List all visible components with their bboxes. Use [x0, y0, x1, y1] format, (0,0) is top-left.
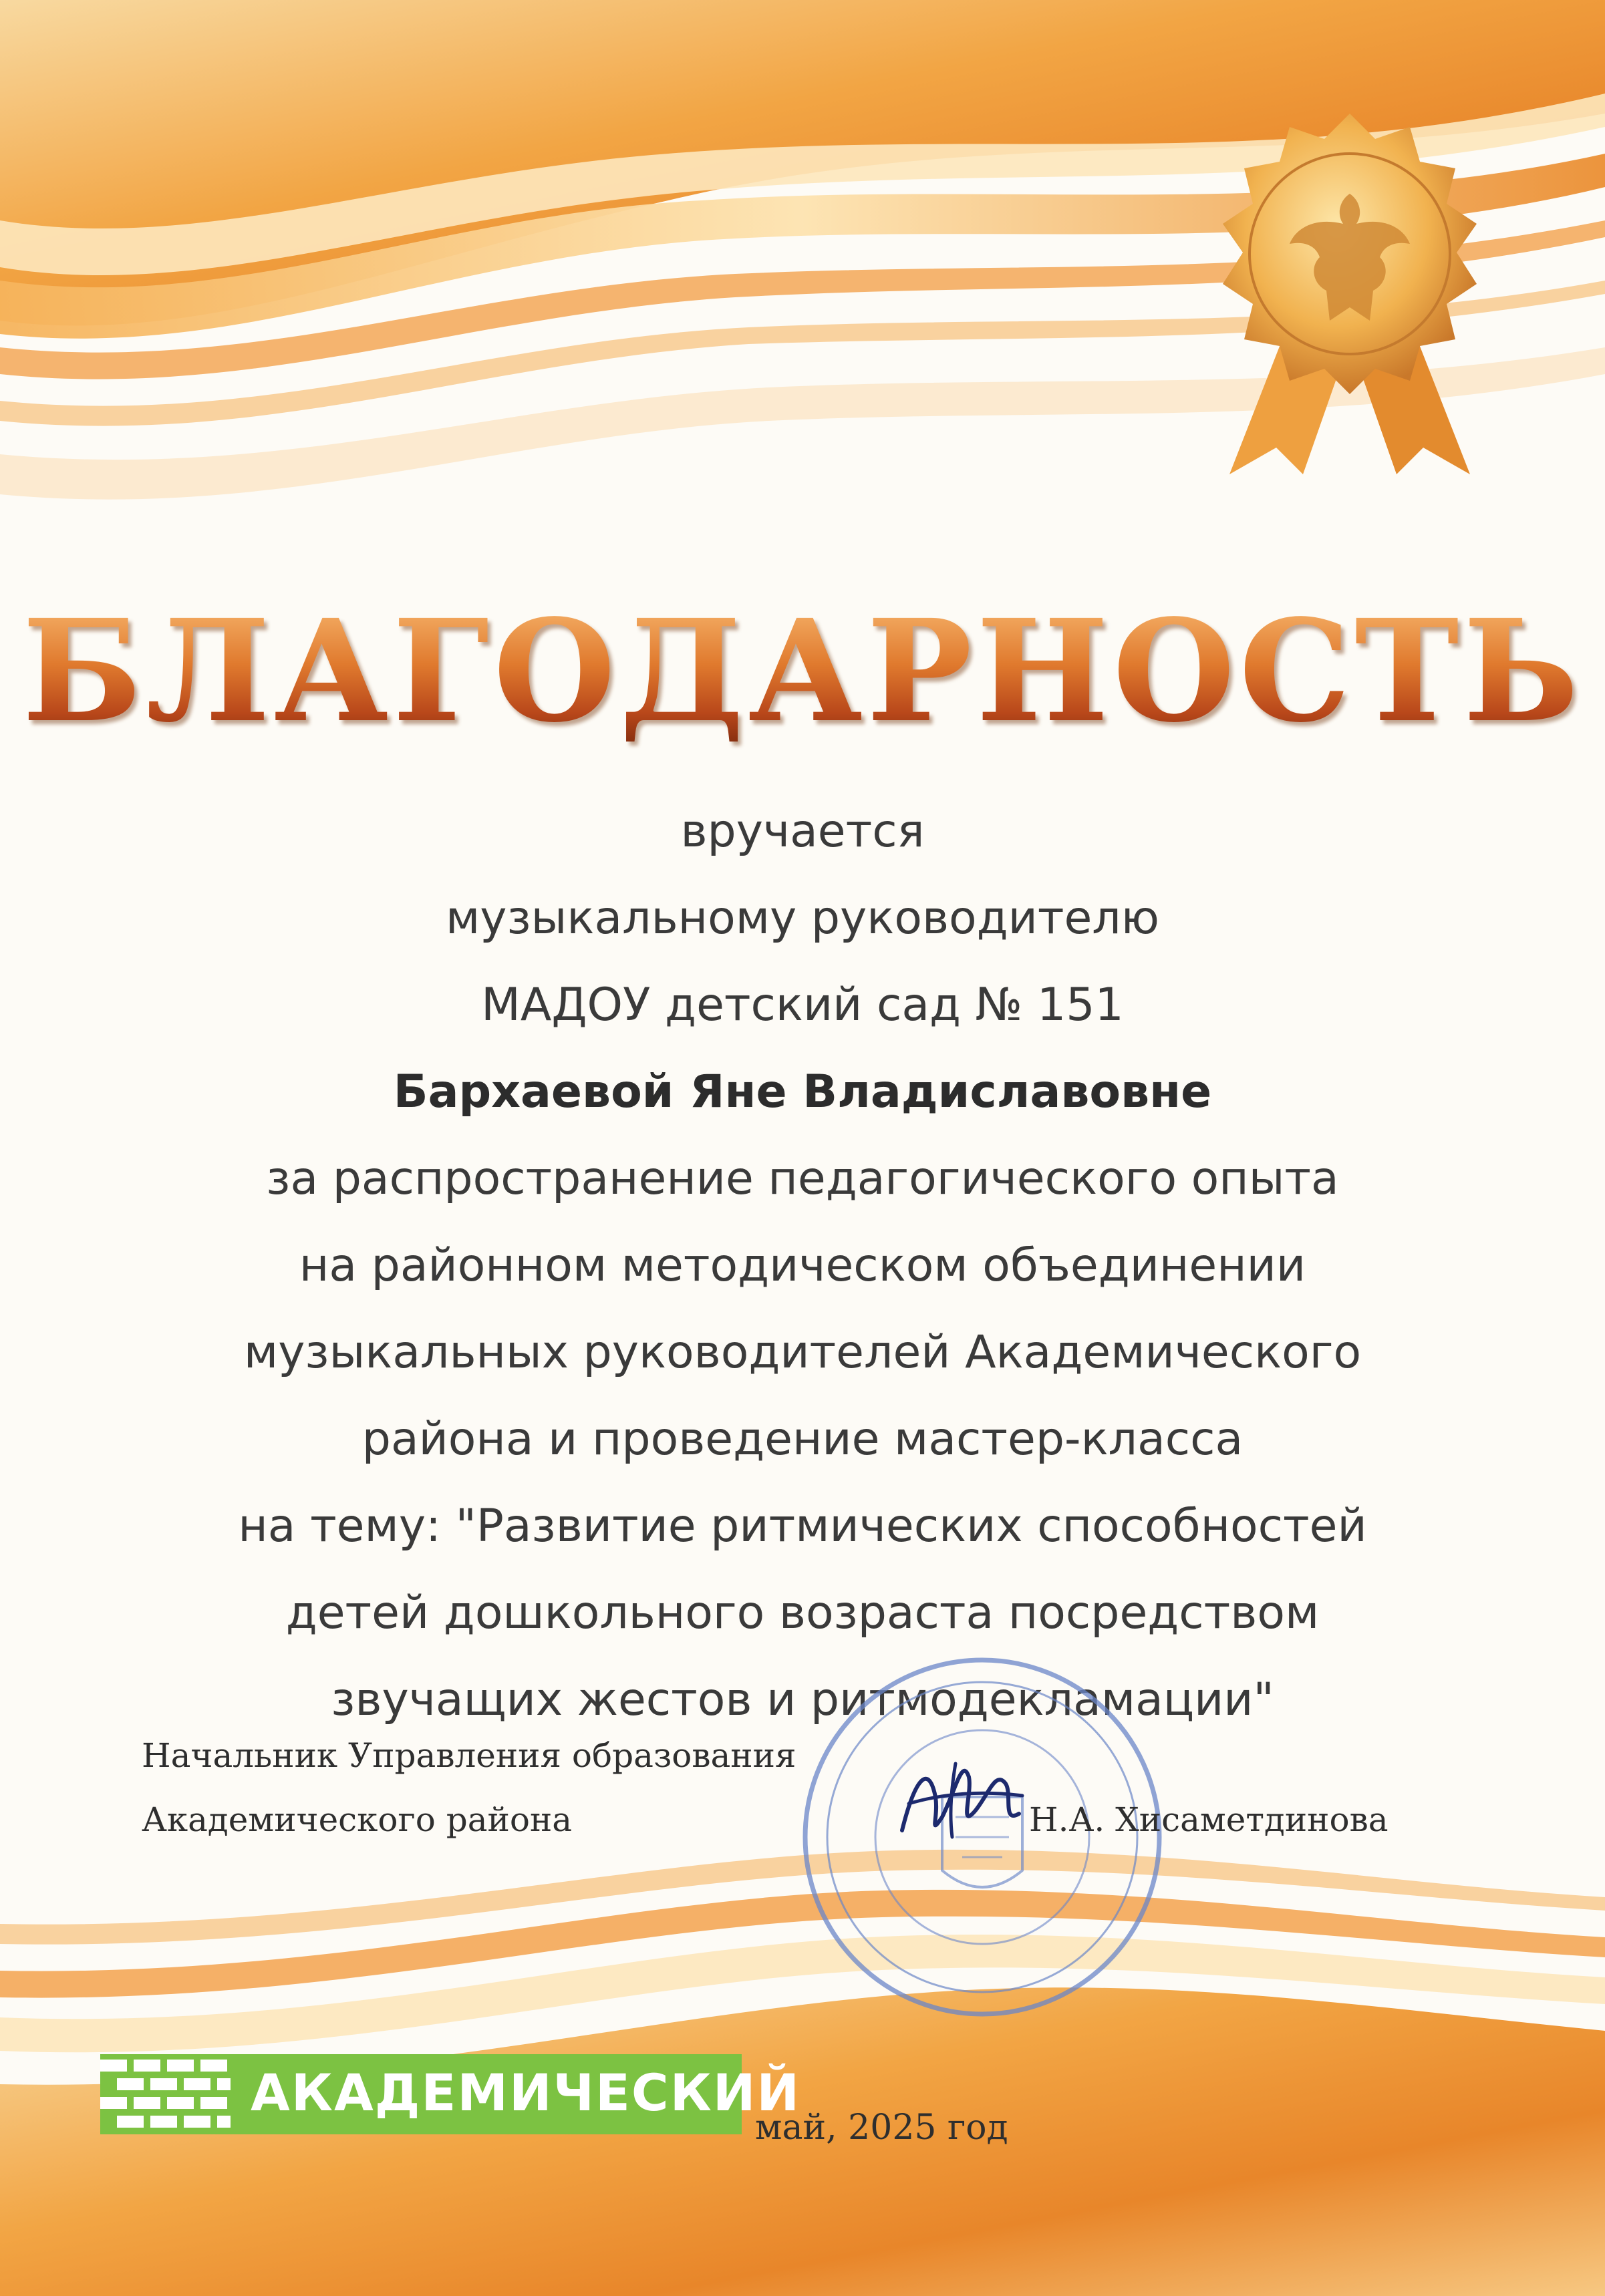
reason-line: на тему: "Развитие ритмических способностей: [238, 1500, 1367, 1552]
signatory-name: Н.А. Хисаметдинова: [1029, 1800, 1389, 1839]
signatory-title-line: Начальник Управления образования: [142, 1736, 796, 1775]
handwritten-signature: [889, 1737, 1036, 1857]
reason-line: за распространение педагогического опыта: [266, 1152, 1339, 1205]
certificate-title: БЛАГОДАРНОСТЬ: [0, 601, 1605, 742]
reason-line: музыкальных руководителей Академического: [243, 1326, 1362, 1379]
certificate-body: [0, 788, 1605, 1744]
reason-line: на районном методическом объединении: [299, 1239, 1306, 1292]
gold-seal-emblem: [1163, 100, 1537, 474]
body-line: МАДОУ детский сад № 151: [481, 979, 1124, 1031]
reason-line: района и проведение мастер-класса: [361, 1413, 1244, 1466]
recipient-name: Бархаевой Яне Владиславовне: [393, 1065, 1212, 1118]
signatory-title-line: Академического района: [142, 1800, 573, 1839]
reason-line: звучащих жестов и ритмодекламации": [331, 1673, 1274, 1726]
body-line: музыкальному руководителю: [445, 892, 1159, 945]
body-line: вручается: [680, 805, 925, 858]
logo-text: АКАДЕМИЧЕСКИЙ: [251, 2063, 801, 2122]
reason-line: детей дошкольного возраста посредством: [285, 1587, 1320, 1639]
issue-date: май, 2025 год: [755, 2108, 1008, 2148]
signatory-title: [142, 1724, 796, 1852]
